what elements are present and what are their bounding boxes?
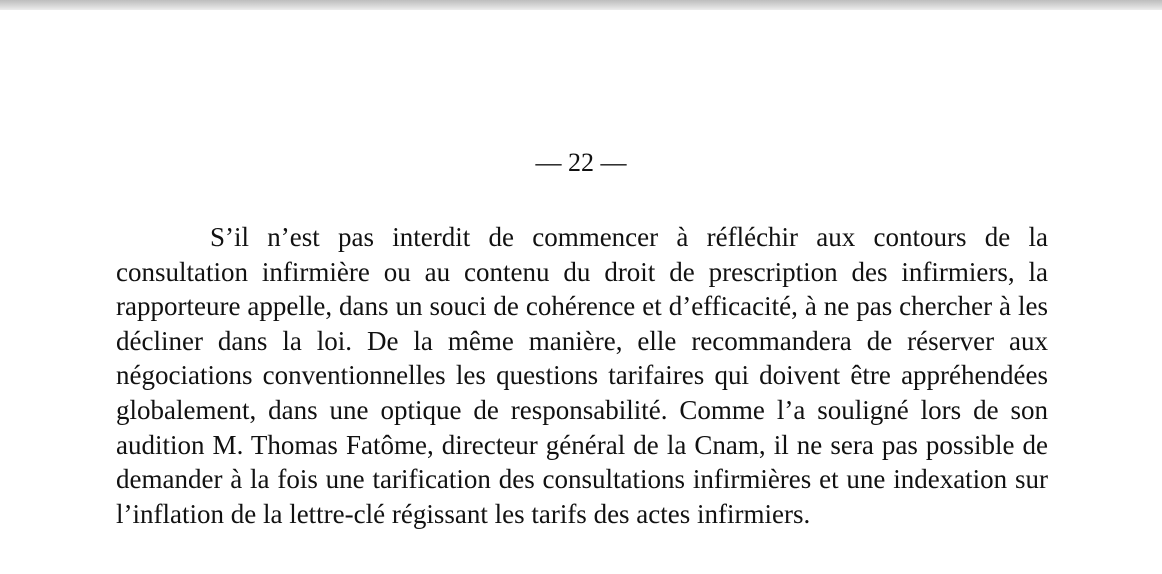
viewer-top-edge [0, 0, 1162, 10]
document-page[interactable] [0, 10, 1162, 574]
page-number: — 22 — [535, 148, 627, 177]
body-paragraph: S’il n’est pas interdit de commencer à réfléchir aux contours de la consultation infirmière ou au contenu du droit de prescription des infirmiers, la rapporteure appelle, dans un souci de cohérence et d’efficacité, à ne pas chercher à les décliner dans la loi. De la même manière, elle recommandera de réserver aux négociations conventionnelles les questions tarifaires qui doivent être appréhendées globalement, dans une optique de responsabilité. Comme l’a souligné lors de son audition M. Thomas Fatôme, directeur général de la Cnam, il ne sera pas possible de demander à la fois une tarification des consultations infirmières et une indexation sur l’inflation de la lettre-clé régissant les tarifs des actes infirmiers. [116, 222, 1048, 529]
